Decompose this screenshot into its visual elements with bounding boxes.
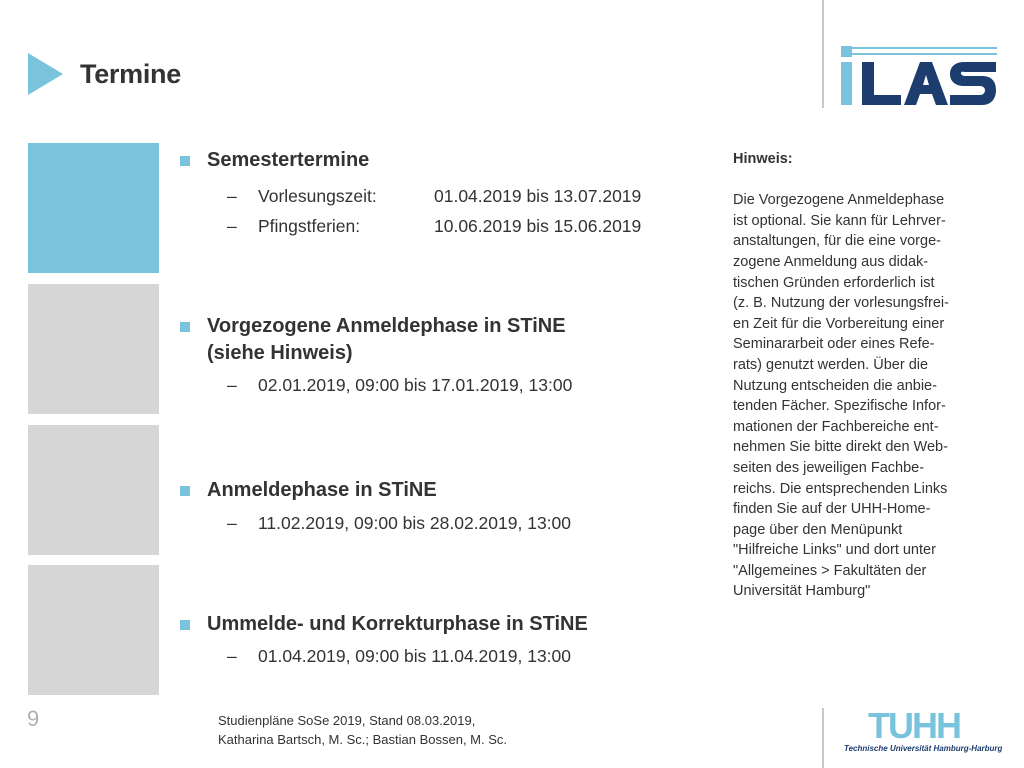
list-item [180,212,700,240]
section-ummelde-korrekturphase [180,611,700,670]
list-item [180,371,700,399]
decor-square-grey [28,284,159,414]
tuhh-logo [838,705,1003,755]
item-value: 01.04.2019 bis 13.07.2019 [434,186,642,206]
title-arrow-icon [28,53,63,95]
hint-line: nehmen Sie bitte direkt den Web- [733,439,948,456]
bottom-divider [822,708,824,768]
section-anmeldephase [180,477,700,537]
square-bullet-icon [180,620,190,630]
square-bullet-icon [180,486,190,496]
list-item [180,509,700,537]
list-item [180,182,700,210]
hint-line: "Allgemeines > Fakultäten der [733,562,927,579]
decor-square-grey [28,565,159,695]
item-value: 11.02.2019, 09:00 bis 28.02.2019, 13:00 [258,513,572,533]
section-heading: Vorgezogene Anmeldephase in STiNE (siehe Hinweis) [180,313,700,367]
hint-line: Nutzung entscheiden die anbie- [733,377,937,394]
section-heading: Semestertermine [180,147,700,174]
page-number: 9 [27,706,40,731]
item-value: 10.06.2019 bis 15.06.2019 [434,216,642,236]
tuhh-logo-wordmark: TUHH [868,705,960,746]
hint-text [733,190,995,602]
dash-icon: – [227,216,237,236]
hint-line: "Hilfreiche Links" und dort unter [733,542,936,559]
decor-square-blue [28,143,159,273]
hint-line: finden Sie auf der UHH-Home- [733,501,931,518]
decor-square-grey [28,425,159,555]
hint-line: zogene Anmeldung aus didak- [733,253,929,270]
hint-line: tischen Gründen erforderlich ist [733,274,935,291]
item-label: Vorlesungszeit: [258,186,377,206]
item-label: Pfingstferien: [258,216,361,236]
tuhh-logo-subtitle: Technische Universität Hamburg-Harburg [844,744,1003,753]
section-semestertermine [180,147,700,240]
hint-line: mationen der Fachbereiche ent- [733,418,939,435]
hint-line: tenden Fächer. Spezifische Infor- [733,398,946,415]
item-value: 02.01.2019, 09:00 bis 17.01.2019, 13:00 [258,375,573,395]
hint-title: Hinweis: [733,151,793,167]
footer-text [218,711,507,749]
hint-line: reichs. Die entsprechenden Links [733,480,948,497]
hint-line: (z. B. Nutzung der vorlesungsfrei- [733,295,949,312]
hint-panel [733,149,995,602]
dash-icon: – [227,186,237,206]
hint-line: Seminararbeit oder eines Refe- [733,336,935,353]
section-heading: Ummelde- und Korrekturphase in STiNE [180,611,700,638]
dash-icon: – [227,513,237,533]
hint-line: seiten des jeweiligen Fachbe- [733,459,925,476]
square-bullet-icon [180,156,190,166]
hint-line: Universität Hamburg" [733,583,871,600]
footer-line: Studienpläne SoSe 2019, Stand 08.03.2019, [218,713,476,728]
ilas-logo [839,44,999,108]
top-divider [822,0,824,108]
item-value: 01.04.2019, 09:00 bis 11.04.2019, 13:00 [258,646,572,666]
hint-line: rats) genutzt werden. Über die [733,356,929,373]
dash-icon: – [227,375,237,395]
page-title: Termine [80,59,181,89]
hint-line: Die Vorgezogene Anmeldephase [733,192,945,209]
square-bullet-icon [180,322,190,332]
list-item [180,642,700,670]
hint-line: anstaltungen, für die eine vorge- [733,233,941,250]
footer-line: Katharina Bartsch, M. Sc.; Bastian Bossen, M. Sc. [218,732,508,747]
hint-line: en Zeit für die Vorbereitung einer [733,315,945,332]
dash-icon: – [227,646,237,666]
hint-line: page über den Menüpunkt [733,521,903,538]
hint-line: ist optional. Sie kann für Lehrver- [733,212,946,229]
section-heading: Anmeldephase in STiNE [180,477,700,504]
section-vorgezogene-anmeldephase [180,313,700,399]
